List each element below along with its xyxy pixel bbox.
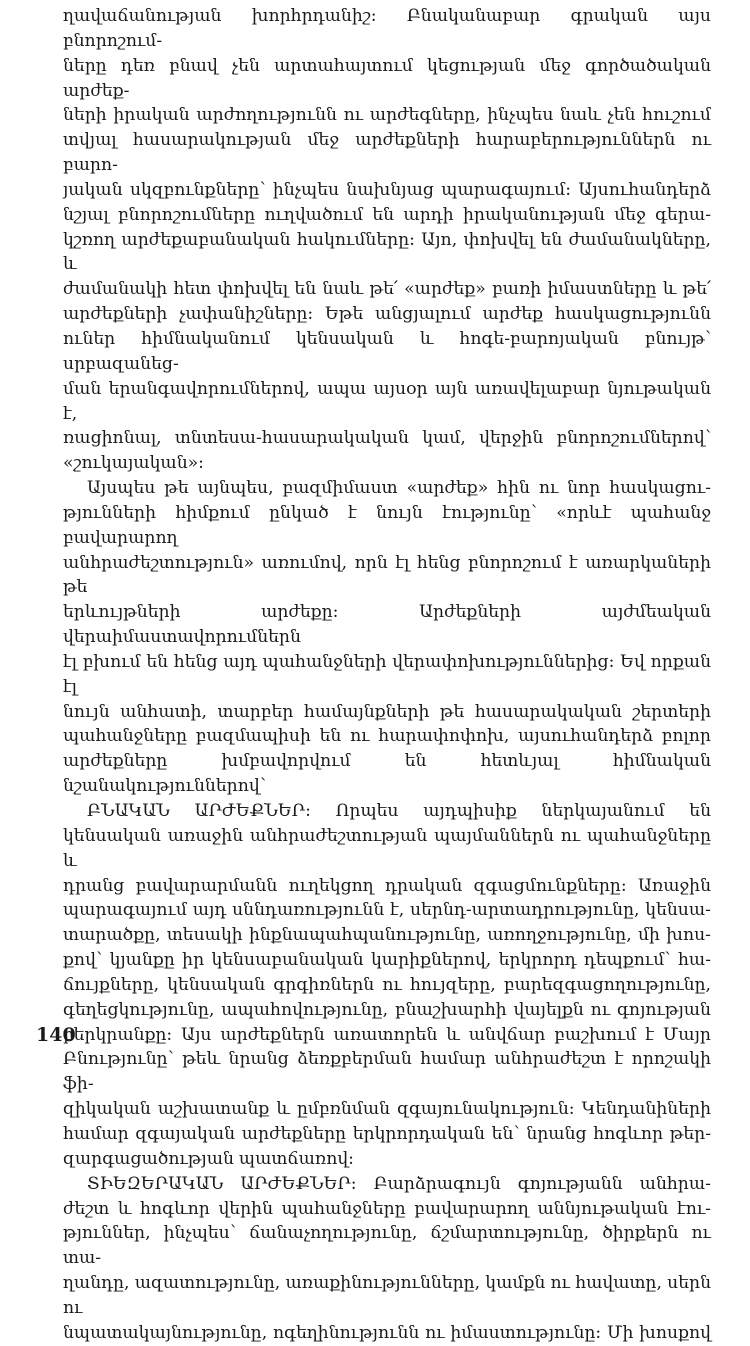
text-line: դրանց բավարարմանն ուղեկցող դրական զգացմունքները։ Առաջին: [63, 875, 711, 896]
text-line: տվյալ հասարակության մեջ արժեքների հարաբերություններն ու բարո-: [63, 130, 711, 176]
text-line: ԲՆԱԿԱՆ ԱՐԺԵՔՆԵՐ։ Որպես այդպիսիք ներկայանում են: [87, 801, 711, 821]
text-line: նպատակայնությունը, ոգեղինությունն ու իմաստությունը։ Մի խոսքով: [63, 1322, 711, 1343]
text-line: ղանդը, ազատությունը, առաքինությունները, կամքն ու հավատը, սերն ու: [63, 1273, 711, 1318]
text-line: թյուններ, ինչպես՝ ճանաչողությունը, ճշմարտությունը, ծիրքերն ու տա-: [63, 1223, 711, 1269]
text-line: համար զգայական արժեքները երկրորդական են՝ նրանց հոգևոր թեր-: [63, 1123, 711, 1144]
text-line: նշյալ բնորոշումները ուղվածում են արդի իրականության մեջ գերա-: [63, 204, 711, 225]
text-line: զարգացածության պատճառով։: [63, 1148, 355, 1169]
text-line: տարածքը, տեսակի ինքնապահպանությունը, առողջությունը, մի խոս-: [63, 925, 711, 946]
text-line: ման երանգավորումներով, ապա այսօր այն առավելաբար նյութական է,: [63, 378, 711, 424]
text-line: գեղեցկությունը, ապահովությունը, բնաշխարհի վայելքն ու գոյության: [63, 999, 711, 1020]
text-line: ռացիոնալ, տնտեսա-հասարակական կամ, վերջին բնորոշումներով՝: [63, 428, 711, 449]
paragraph-2: [63, 476, 711, 799]
text-line: յական սկզբունքները՝ ինչպես նախնյաց պարագայում։ Այսուհանդերձ: [63, 179, 711, 200]
text-line: պարագայում այդ սննդառությունն է, սերնդ-արտադրությունը, կենսա-: [63, 900, 711, 921]
page-number: 140: [36, 1024, 76, 1046]
text-line: անհրաժեշտություն» առումով, որն էլ հենց բնորոշում է առարկաների թե: [63, 552, 711, 598]
text-line: Այսպես թե այնպես, բազմիմաստ «արժեք» հին ու նոր հասկացու-: [87, 478, 711, 499]
text-line: ղավաճանության խորհրդանիշ։ Բնականաբար գրական այս բնորոշում-: [63, 6, 711, 51]
page-body: [63, 4, 711, 1346]
text-line: պահանջները բազմապիսի են ու հարափոփոխ, այսուհանդերձ բոլոր: [63, 726, 711, 747]
text-line: արժեքները խմբավորվում են հետևյալ հիմնական նշանակություններով՝: [63, 751, 711, 797]
text-line: բերկրանքը։ Այս արժեքներն առատորեն և անվճար բաշխում է Մայր: [63, 1024, 711, 1045]
text-line: ճույքները, կենսական գրգիռներն ու հույզերը, բարեզգացողությունը,: [63, 974, 711, 995]
text-line: զիկական աշխատանք և ըմբռնման զգայունակություն։ Կենդանիների: [63, 1099, 711, 1120]
text-line: ժեշտ և հոգևոր վերին պահանջները բավարարող աննյութական էու-: [63, 1198, 711, 1219]
text-line: ժամանակի հետ փոխվել են նաև թե՛ «արժեք» բառի իմաստները և թե՛: [63, 279, 711, 300]
text-line: ուներ հիմնականում կենսական և հոգե-բարոյական բնույթ՝ սրբազանեց-: [63, 328, 711, 374]
text-line: թյունների հիմքում ընկած է նույն էությունը՝ «որևէ պահանջ բավարարող: [63, 502, 711, 548]
text-line: քով՝ կյանքը իր կենսաբանական կարիքներով, երկրորդ դեպքում՝ հա-: [63, 950, 711, 971]
text-line: կշռող արժեքաբանական հակումները։ Այո, փոխվել են ժամանակները, և: [63, 229, 711, 275]
paragraph-1: [63, 4, 711, 476]
text-line: ՏԻԵԶԵՐԱԿԱՆ ԱՐԺԵՔՆԵՐ։ Բարձրագույն գոյությանն անհրա-: [87, 1173, 711, 1194]
text-line: նույն անհատի, տարբեր համայնքների թե հասարակական շերտերի: [63, 701, 711, 722]
text-line: կենսական առաջին անհրաժեշտության պայմաններն ու պահանջները և: [63, 825, 711, 871]
text-line: Բնությունը՝ թեև նրանց ձեռքբերման համար անհրաժեշտ է որոշակի ֆի-: [63, 1049, 711, 1095]
text-line: «շուկայական»։: [63, 453, 204, 474]
text-line: երևույթների արժեքը։ Արժեքների այժմեական վերաիմաստավորումներն: [63, 602, 711, 648]
paragraph-4: [63, 1172, 711, 1346]
text-line: ները դեռ բնավ չեն արտահայտում կեցության մեջ գործածական արժեք-: [63, 55, 711, 101]
text-line: ների իրական արժողությունն ու արժեգները, ինչպես նաև չեն հուշում: [63, 105, 711, 126]
paragraph-3: [63, 799, 711, 1172]
text-line: արժեքների չափանիշները։ Եթե անցյալում արժեք հասկացությունն: [63, 304, 711, 325]
text-line: էլ բխում են հենց այդ պահանջների վերափոխություններից։ Եվ որքան էլ: [63, 651, 711, 697]
